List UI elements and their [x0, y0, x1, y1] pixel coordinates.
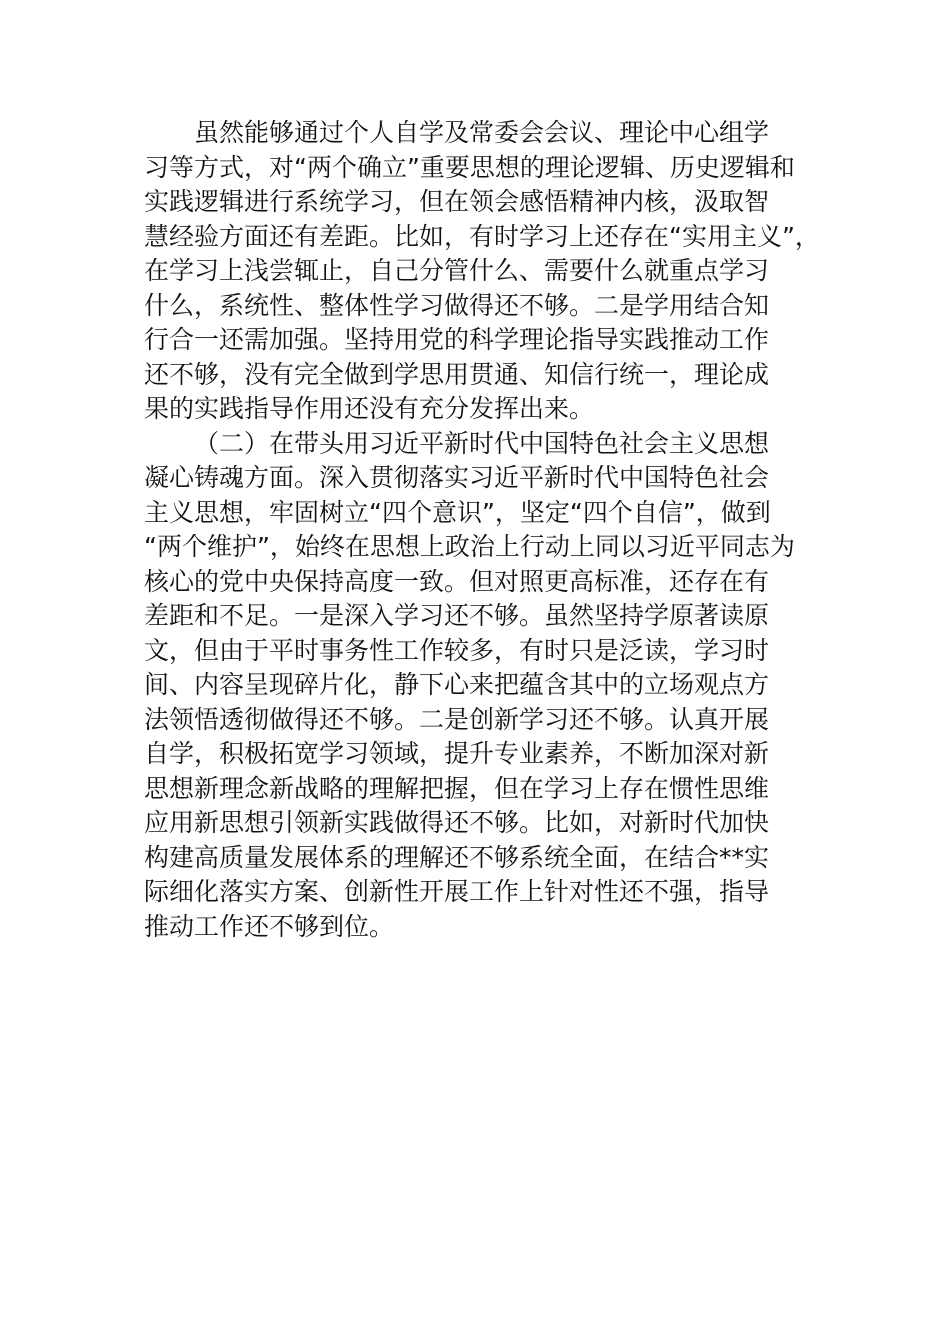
text-line: 思想新理念新战略的理解把握，但在学习上存在惯性思维: [144, 773, 770, 803]
text-line: 法领悟透彻做得还不够。二是创新学习还不够。认真开展: [144, 704, 770, 734]
paragraph-2: [144, 427, 808, 945]
text-line: “两个维护”，始终在思想上政治上行动上同以习近平同志为: [144, 532, 795, 561]
text-line: 推动工作还不够到位。: [144, 911, 395, 941]
text-line: 什么，系统性、整体性学习做得还不够。二是学用结合知: [144, 290, 770, 320]
text-line: 主义思想，牢固树立“四个意识”，坚定“四个自信”，做到: [144, 497, 771, 527]
text-line: 慧经验方面还有差距。比如，有时学习上还存在“实用主义”，: [144, 221, 820, 251]
document-body: [144, 116, 820, 944]
text-line: （二）在带头用习近平新时代中国特色社会主义思想: [194, 428, 770, 458]
text-line: 应用新思想引领新实践做得还不够。比如，对新时代加快: [144, 808, 770, 837]
text-line: 核心的党中央保持高度一致。但对照更高标准，还存在有: [144, 566, 770, 596]
text-line: 行合一还需加强。坚持用党的科学理论指导实践推动工作: [144, 325, 770, 354]
text-line: 还不够，没有完全做到学思用贯通、知信行统一，理论成: [144, 359, 770, 389]
text-line: 凝心铸魂方面。深入贯彻落实习近平新时代中国特色社会: [144, 463, 770, 492]
text-line: 虽然能够通过个人自学及常委会会议、理论中心组学: [194, 118, 770, 147]
text-line: 实践逻辑进行系统学习，但在领会感悟精神内核，汲取智: [144, 187, 770, 216]
text-line: 际细化落实方案、创新性开展工作上针对性还不强，指导: [144, 877, 770, 906]
text-line: 果的实践指导作用还没有充分发挥出来。: [144, 394, 595, 423]
paragraph-1: [144, 116, 820, 427]
text-line: 习等方式，对“两个确立”重要思想的理论逻辑、历史逻辑和: [144, 152, 795, 182]
text-line: 自学，积极拓宽学习领域，提升专业素养，不断加深对新: [144, 739, 770, 768]
text-line: 差距和不足。一是深入学习还不够。虽然坚持学原著读原: [144, 601, 770, 630]
text-line: 间、内容呈现碎片化，静下心来把蕴含其中的立场观点方: [144, 670, 770, 699]
text-line: 文，但由于平时事务性工作较多，有时只是泛读，学习时: [144, 635, 770, 665]
text-line: 在学习上浅尝辄止，自己分管什么、需要什么就重点学习: [144, 256, 770, 285]
text-line: 构建高质量发展体系的理解还不够系统全面，在结合**实: [144, 842, 770, 872]
